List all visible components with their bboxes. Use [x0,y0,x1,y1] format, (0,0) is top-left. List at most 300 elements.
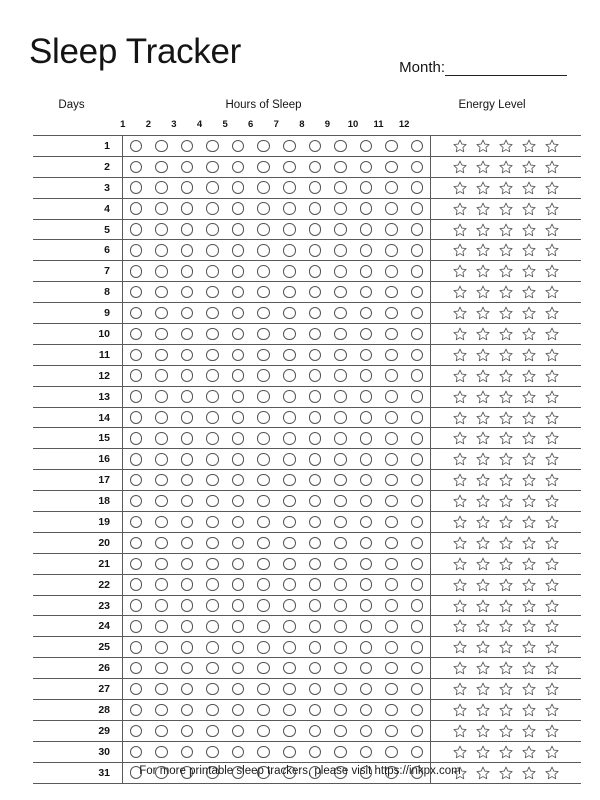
circle-outline-icon[interactable] [123,307,149,320]
circle-outline-icon[interactable] [353,307,379,320]
circle-outline-icon[interactable] [149,704,175,717]
star-outline-icon[interactable] [476,452,490,466]
star-outline-icon[interactable] [476,431,490,445]
star-outline-icon[interactable] [499,515,513,529]
circle-outline-icon[interactable] [200,202,226,215]
circle-outline-icon[interactable] [200,558,226,571]
star-outline-icon[interactable] [453,661,467,675]
circle-outline-icon[interactable] [200,390,226,403]
circle-outline-icon[interactable] [174,244,200,257]
circle-outline-icon[interactable] [379,390,405,403]
circle-outline-icon[interactable] [123,746,149,759]
circle-outline-icon[interactable] [225,349,251,362]
circle-outline-icon[interactable] [123,432,149,445]
circle-outline-icon[interactable] [174,578,200,591]
star-outline-icon[interactable] [499,348,513,362]
circle-outline-icon[interactable] [353,265,379,278]
star-outline-icon[interactable] [545,223,559,237]
circle-outline-icon[interactable] [251,307,277,320]
circle-outline-icon[interactable] [200,432,226,445]
circle-outline-icon[interactable] [225,328,251,341]
star-outline-icon[interactable] [453,306,467,320]
circle-outline-icon[interactable] [379,453,405,466]
circle-outline-icon[interactable] [123,537,149,550]
circle-outline-icon[interactable] [225,683,251,696]
circle-outline-icon[interactable] [200,641,226,654]
circle-outline-icon[interactable] [251,140,277,153]
circle-outline-icon[interactable] [123,558,149,571]
circle-outline-icon[interactable] [149,328,175,341]
circle-outline-icon[interactable] [123,411,149,424]
circle-outline-icon[interactable] [379,223,405,236]
circle-outline-icon[interactable] [302,620,328,633]
circle-outline-icon[interactable] [328,725,354,738]
star-outline-icon[interactable] [453,536,467,550]
star-outline-icon[interactable] [522,306,536,320]
circle-outline-icon[interactable] [328,704,354,717]
circle-outline-icon[interactable] [123,202,149,215]
circle-outline-icon[interactable] [174,641,200,654]
circle-outline-icon[interactable] [328,558,354,571]
circle-outline-icon[interactable] [174,286,200,299]
star-outline-icon[interactable] [545,473,559,487]
circle-outline-icon[interactable] [149,558,175,571]
circle-outline-icon[interactable] [404,244,430,257]
star-outline-icon[interactable] [453,599,467,613]
circle-outline-icon[interactable] [379,578,405,591]
circle-outline-icon[interactable] [276,202,302,215]
star-outline-icon[interactable] [522,619,536,633]
star-outline-icon[interactable] [476,243,490,257]
circle-outline-icon[interactable] [225,620,251,633]
circle-outline-icon[interactable] [404,453,430,466]
circle-outline-icon[interactable] [123,683,149,696]
circle-outline-icon[interactable] [123,662,149,675]
circle-outline-icon[interactable] [328,516,354,529]
circle-outline-icon[interactable] [200,244,226,257]
star-outline-icon[interactable] [453,682,467,696]
circle-outline-icon[interactable] [276,599,302,612]
circle-outline-icon[interactable] [123,453,149,466]
star-outline-icon[interactable] [476,264,490,278]
circle-outline-icon[interactable] [302,390,328,403]
circle-outline-icon[interactable] [328,140,354,153]
month-field[interactable] [399,60,567,77]
circle-outline-icon[interactable] [174,725,200,738]
circle-outline-icon[interactable] [174,558,200,571]
circle-outline-icon[interactable] [251,599,277,612]
star-outline-icon[interactable] [545,306,559,320]
circle-outline-icon[interactable] [123,140,149,153]
circle-outline-icon[interactable] [276,704,302,717]
star-outline-icon[interactable] [522,390,536,404]
star-outline-icon[interactable] [476,703,490,717]
circle-outline-icon[interactable] [404,328,430,341]
star-outline-icon[interactable] [453,285,467,299]
star-outline-icon[interactable] [545,431,559,445]
circle-outline-icon[interactable] [302,328,328,341]
star-outline-icon[interactable] [499,536,513,550]
circle-outline-icon[interactable] [200,725,226,738]
circle-outline-icon[interactable] [251,432,277,445]
circle-outline-icon[interactable] [328,537,354,550]
circle-outline-icon[interactable] [353,181,379,194]
circle-outline-icon[interactable] [404,432,430,445]
circle-outline-icon[interactable] [276,265,302,278]
circle-outline-icon[interactable] [123,369,149,382]
star-outline-icon[interactable] [476,619,490,633]
star-outline-icon[interactable] [522,557,536,571]
star-outline-icon[interactable] [545,745,559,759]
star-outline-icon[interactable] [545,640,559,654]
star-outline-icon[interactable] [522,327,536,341]
circle-outline-icon[interactable] [328,349,354,362]
circle-outline-icon[interactable] [251,223,277,236]
circle-outline-icon[interactable] [174,683,200,696]
circle-outline-icon[interactable] [379,725,405,738]
circle-outline-icon[interactable] [353,432,379,445]
circle-outline-icon[interactable] [302,181,328,194]
circle-outline-icon[interactable] [251,453,277,466]
circle-outline-icon[interactable] [225,161,251,174]
circle-outline-icon[interactable] [353,411,379,424]
circle-outline-icon[interactable] [276,453,302,466]
circle-outline-icon[interactable] [276,641,302,654]
circle-outline-icon[interactable] [174,140,200,153]
star-outline-icon[interactable] [476,202,490,216]
circle-outline-icon[interactable] [353,474,379,487]
circle-outline-icon[interactable] [379,265,405,278]
circle-outline-icon[interactable] [302,432,328,445]
circle-outline-icon[interactable] [149,349,175,362]
circle-outline-icon[interactable] [225,516,251,529]
circle-outline-icon[interactable] [251,161,277,174]
star-outline-icon[interactable] [545,515,559,529]
circle-outline-icon[interactable] [404,495,430,508]
star-outline-icon[interactable] [522,703,536,717]
circle-outline-icon[interactable] [123,161,149,174]
circle-outline-icon[interactable] [404,223,430,236]
star-outline-icon[interactable] [522,181,536,195]
circle-outline-icon[interactable] [379,495,405,508]
circle-outline-icon[interactable] [353,516,379,529]
circle-outline-icon[interactable] [251,495,277,508]
circle-outline-icon[interactable] [225,265,251,278]
circle-outline-icon[interactable] [353,453,379,466]
circle-outline-icon[interactable] [149,683,175,696]
circle-outline-icon[interactable] [379,202,405,215]
circle-outline-icon[interactable] [174,411,200,424]
circle-outline-icon[interactable] [251,725,277,738]
circle-outline-icon[interactable] [302,369,328,382]
circle-outline-icon[interactable] [200,328,226,341]
circle-outline-icon[interactable] [353,349,379,362]
circle-outline-icon[interactable] [200,620,226,633]
circle-outline-icon[interactable] [174,704,200,717]
star-outline-icon[interactable] [499,599,513,613]
star-outline-icon[interactable] [545,264,559,278]
circle-outline-icon[interactable] [302,202,328,215]
star-outline-icon[interactable] [453,431,467,445]
circle-outline-icon[interactable] [200,599,226,612]
circle-outline-icon[interactable] [302,265,328,278]
circle-outline-icon[interactable] [328,662,354,675]
circle-outline-icon[interactable] [302,495,328,508]
star-outline-icon[interactable] [476,599,490,613]
circle-outline-icon[interactable] [276,725,302,738]
circle-outline-icon[interactable] [225,286,251,299]
star-outline-icon[interactable] [453,745,467,759]
circle-outline-icon[interactable] [149,223,175,236]
circle-outline-icon[interactable] [174,432,200,445]
circle-outline-icon[interactable] [225,474,251,487]
star-outline-icon[interactable] [453,139,467,153]
circle-outline-icon[interactable] [251,369,277,382]
circle-outline-icon[interactable] [379,411,405,424]
star-outline-icon[interactable] [545,452,559,466]
circle-outline-icon[interactable] [174,746,200,759]
circle-outline-icon[interactable] [200,369,226,382]
circle-outline-icon[interactable] [225,181,251,194]
circle-outline-icon[interactable] [353,286,379,299]
circle-outline-icon[interactable] [251,620,277,633]
circle-outline-icon[interactable] [149,578,175,591]
circle-outline-icon[interactable] [353,161,379,174]
star-outline-icon[interactable] [499,640,513,654]
circle-outline-icon[interactable] [123,704,149,717]
star-outline-icon[interactable] [476,473,490,487]
circle-outline-icon[interactable] [276,411,302,424]
circle-outline-icon[interactable] [149,411,175,424]
circle-outline-icon[interactable] [225,223,251,236]
circle-outline-icon[interactable] [379,558,405,571]
circle-outline-icon[interactable] [251,704,277,717]
circle-outline-icon[interactable] [251,474,277,487]
circle-outline-icon[interactable] [353,369,379,382]
circle-outline-icon[interactable] [251,411,277,424]
star-outline-icon[interactable] [499,327,513,341]
star-outline-icon[interactable] [545,619,559,633]
star-outline-icon[interactable] [522,724,536,738]
star-outline-icon[interactable] [476,306,490,320]
circle-outline-icon[interactable] [174,453,200,466]
circle-outline-icon[interactable] [174,599,200,612]
circle-outline-icon[interactable] [149,265,175,278]
star-outline-icon[interactable] [476,181,490,195]
star-outline-icon[interactable] [499,557,513,571]
circle-outline-icon[interactable] [123,349,149,362]
circle-outline-icon[interactable] [328,432,354,445]
star-outline-icon[interactable] [499,452,513,466]
circle-outline-icon[interactable] [123,328,149,341]
circle-outline-icon[interactable] [149,599,175,612]
circle-outline-icon[interactable] [328,453,354,466]
circle-outline-icon[interactable] [404,349,430,362]
circle-outline-icon[interactable] [149,244,175,257]
circle-outline-icon[interactable] [251,390,277,403]
circle-outline-icon[interactable] [379,641,405,654]
circle-outline-icon[interactable] [200,474,226,487]
circle-outline-icon[interactable] [200,411,226,424]
star-outline-icon[interactable] [522,223,536,237]
circle-outline-icon[interactable] [379,474,405,487]
circle-outline-icon[interactable] [200,307,226,320]
circle-outline-icon[interactable] [251,349,277,362]
circle-outline-icon[interactable] [276,620,302,633]
star-outline-icon[interactable] [545,661,559,675]
circle-outline-icon[interactable] [200,495,226,508]
circle-outline-icon[interactable] [404,202,430,215]
star-outline-icon[interactable] [499,473,513,487]
star-outline-icon[interactable] [499,703,513,717]
star-outline-icon[interactable] [499,160,513,174]
circle-outline-icon[interactable] [404,265,430,278]
star-outline-icon[interactable] [476,557,490,571]
circle-outline-icon[interactable] [328,161,354,174]
circle-outline-icon[interactable] [404,369,430,382]
circle-outline-icon[interactable] [276,286,302,299]
star-outline-icon[interactable] [545,285,559,299]
star-outline-icon[interactable] [453,264,467,278]
circle-outline-icon[interactable] [302,140,328,153]
circle-outline-icon[interactable] [404,161,430,174]
circle-outline-icon[interactable] [225,390,251,403]
circle-outline-icon[interactable] [276,746,302,759]
star-outline-icon[interactable] [522,139,536,153]
circle-outline-icon[interactable] [302,599,328,612]
circle-outline-icon[interactable] [200,181,226,194]
circle-outline-icon[interactable] [379,620,405,633]
circle-outline-icon[interactable] [225,725,251,738]
star-outline-icon[interactable] [476,369,490,383]
circle-outline-icon[interactable] [276,328,302,341]
circle-outline-icon[interactable] [404,641,430,654]
circle-outline-icon[interactable] [123,286,149,299]
star-outline-icon[interactable] [499,661,513,675]
star-outline-icon[interactable] [476,578,490,592]
circle-outline-icon[interactable] [353,746,379,759]
circle-outline-icon[interactable] [328,578,354,591]
circle-outline-icon[interactable] [225,495,251,508]
circle-outline-icon[interactable] [149,307,175,320]
circle-outline-icon[interactable] [251,683,277,696]
star-outline-icon[interactable] [522,243,536,257]
circle-outline-icon[interactable] [276,495,302,508]
circle-outline-icon[interactable] [302,683,328,696]
circle-outline-icon[interactable] [276,516,302,529]
circle-outline-icon[interactable] [302,558,328,571]
star-outline-icon[interactable] [476,139,490,153]
circle-outline-icon[interactable] [225,453,251,466]
circle-outline-icon[interactable] [251,641,277,654]
star-outline-icon[interactable] [522,473,536,487]
star-outline-icon[interactable] [499,411,513,425]
circle-outline-icon[interactable] [328,244,354,257]
circle-outline-icon[interactable] [200,161,226,174]
star-outline-icon[interactable] [453,411,467,425]
circle-outline-icon[interactable] [276,432,302,445]
circle-outline-icon[interactable] [276,369,302,382]
circle-outline-icon[interactable] [328,495,354,508]
star-outline-icon[interactable] [545,724,559,738]
circle-outline-icon[interactable] [404,746,430,759]
star-outline-icon[interactable] [453,181,467,195]
circle-outline-icon[interactable] [379,369,405,382]
circle-outline-icon[interactable] [404,704,430,717]
circle-outline-icon[interactable] [174,307,200,320]
circle-outline-icon[interactable] [302,411,328,424]
star-outline-icon[interactable] [545,369,559,383]
star-outline-icon[interactable] [522,494,536,508]
star-outline-icon[interactable] [453,724,467,738]
circle-outline-icon[interactable] [251,578,277,591]
star-outline-icon[interactable] [499,139,513,153]
circle-outline-icon[interactable] [379,161,405,174]
circle-outline-icon[interactable] [149,161,175,174]
circle-outline-icon[interactable] [149,620,175,633]
star-outline-icon[interactable] [453,348,467,362]
circle-outline-icon[interactable] [225,140,251,153]
star-outline-icon[interactable] [499,578,513,592]
circle-outline-icon[interactable] [379,432,405,445]
star-outline-icon[interactable] [499,181,513,195]
circle-outline-icon[interactable] [149,286,175,299]
star-outline-icon[interactable] [499,390,513,404]
circle-outline-icon[interactable] [225,599,251,612]
circle-outline-icon[interactable] [251,328,277,341]
circle-outline-icon[interactable] [353,223,379,236]
circle-outline-icon[interactable] [200,265,226,278]
circle-outline-icon[interactable] [123,516,149,529]
star-outline-icon[interactable] [522,578,536,592]
circle-outline-icon[interactable] [353,202,379,215]
circle-outline-icon[interactable] [225,537,251,550]
circle-outline-icon[interactable] [251,746,277,759]
star-outline-icon[interactable] [499,431,513,445]
circle-outline-icon[interactable] [404,620,430,633]
circle-outline-icon[interactable] [276,244,302,257]
star-outline-icon[interactable] [453,369,467,383]
circle-outline-icon[interactable] [251,265,277,278]
circle-outline-icon[interactable] [276,474,302,487]
circle-outline-icon[interactable] [225,704,251,717]
circle-outline-icon[interactable] [251,558,277,571]
star-outline-icon[interactable] [453,494,467,508]
star-outline-icon[interactable] [499,243,513,257]
star-outline-icon[interactable] [476,494,490,508]
circle-outline-icon[interactable] [328,307,354,320]
circle-outline-icon[interactable] [302,223,328,236]
star-outline-icon[interactable] [499,223,513,237]
circle-outline-icon[interactable] [328,641,354,654]
circle-outline-icon[interactable] [200,140,226,153]
circle-outline-icon[interactable] [200,662,226,675]
circle-outline-icon[interactable] [302,453,328,466]
star-outline-icon[interactable] [545,557,559,571]
star-outline-icon[interactable] [545,160,559,174]
star-outline-icon[interactable] [476,536,490,550]
circle-outline-icon[interactable] [149,537,175,550]
star-outline-icon[interactable] [476,682,490,696]
circle-outline-icon[interactable] [404,286,430,299]
star-outline-icon[interactable] [522,682,536,696]
circle-outline-icon[interactable] [149,662,175,675]
circle-outline-icon[interactable] [379,662,405,675]
circle-outline-icon[interactable] [353,620,379,633]
star-outline-icon[interactable] [545,703,559,717]
circle-outline-icon[interactable] [225,662,251,675]
circle-outline-icon[interactable] [174,349,200,362]
